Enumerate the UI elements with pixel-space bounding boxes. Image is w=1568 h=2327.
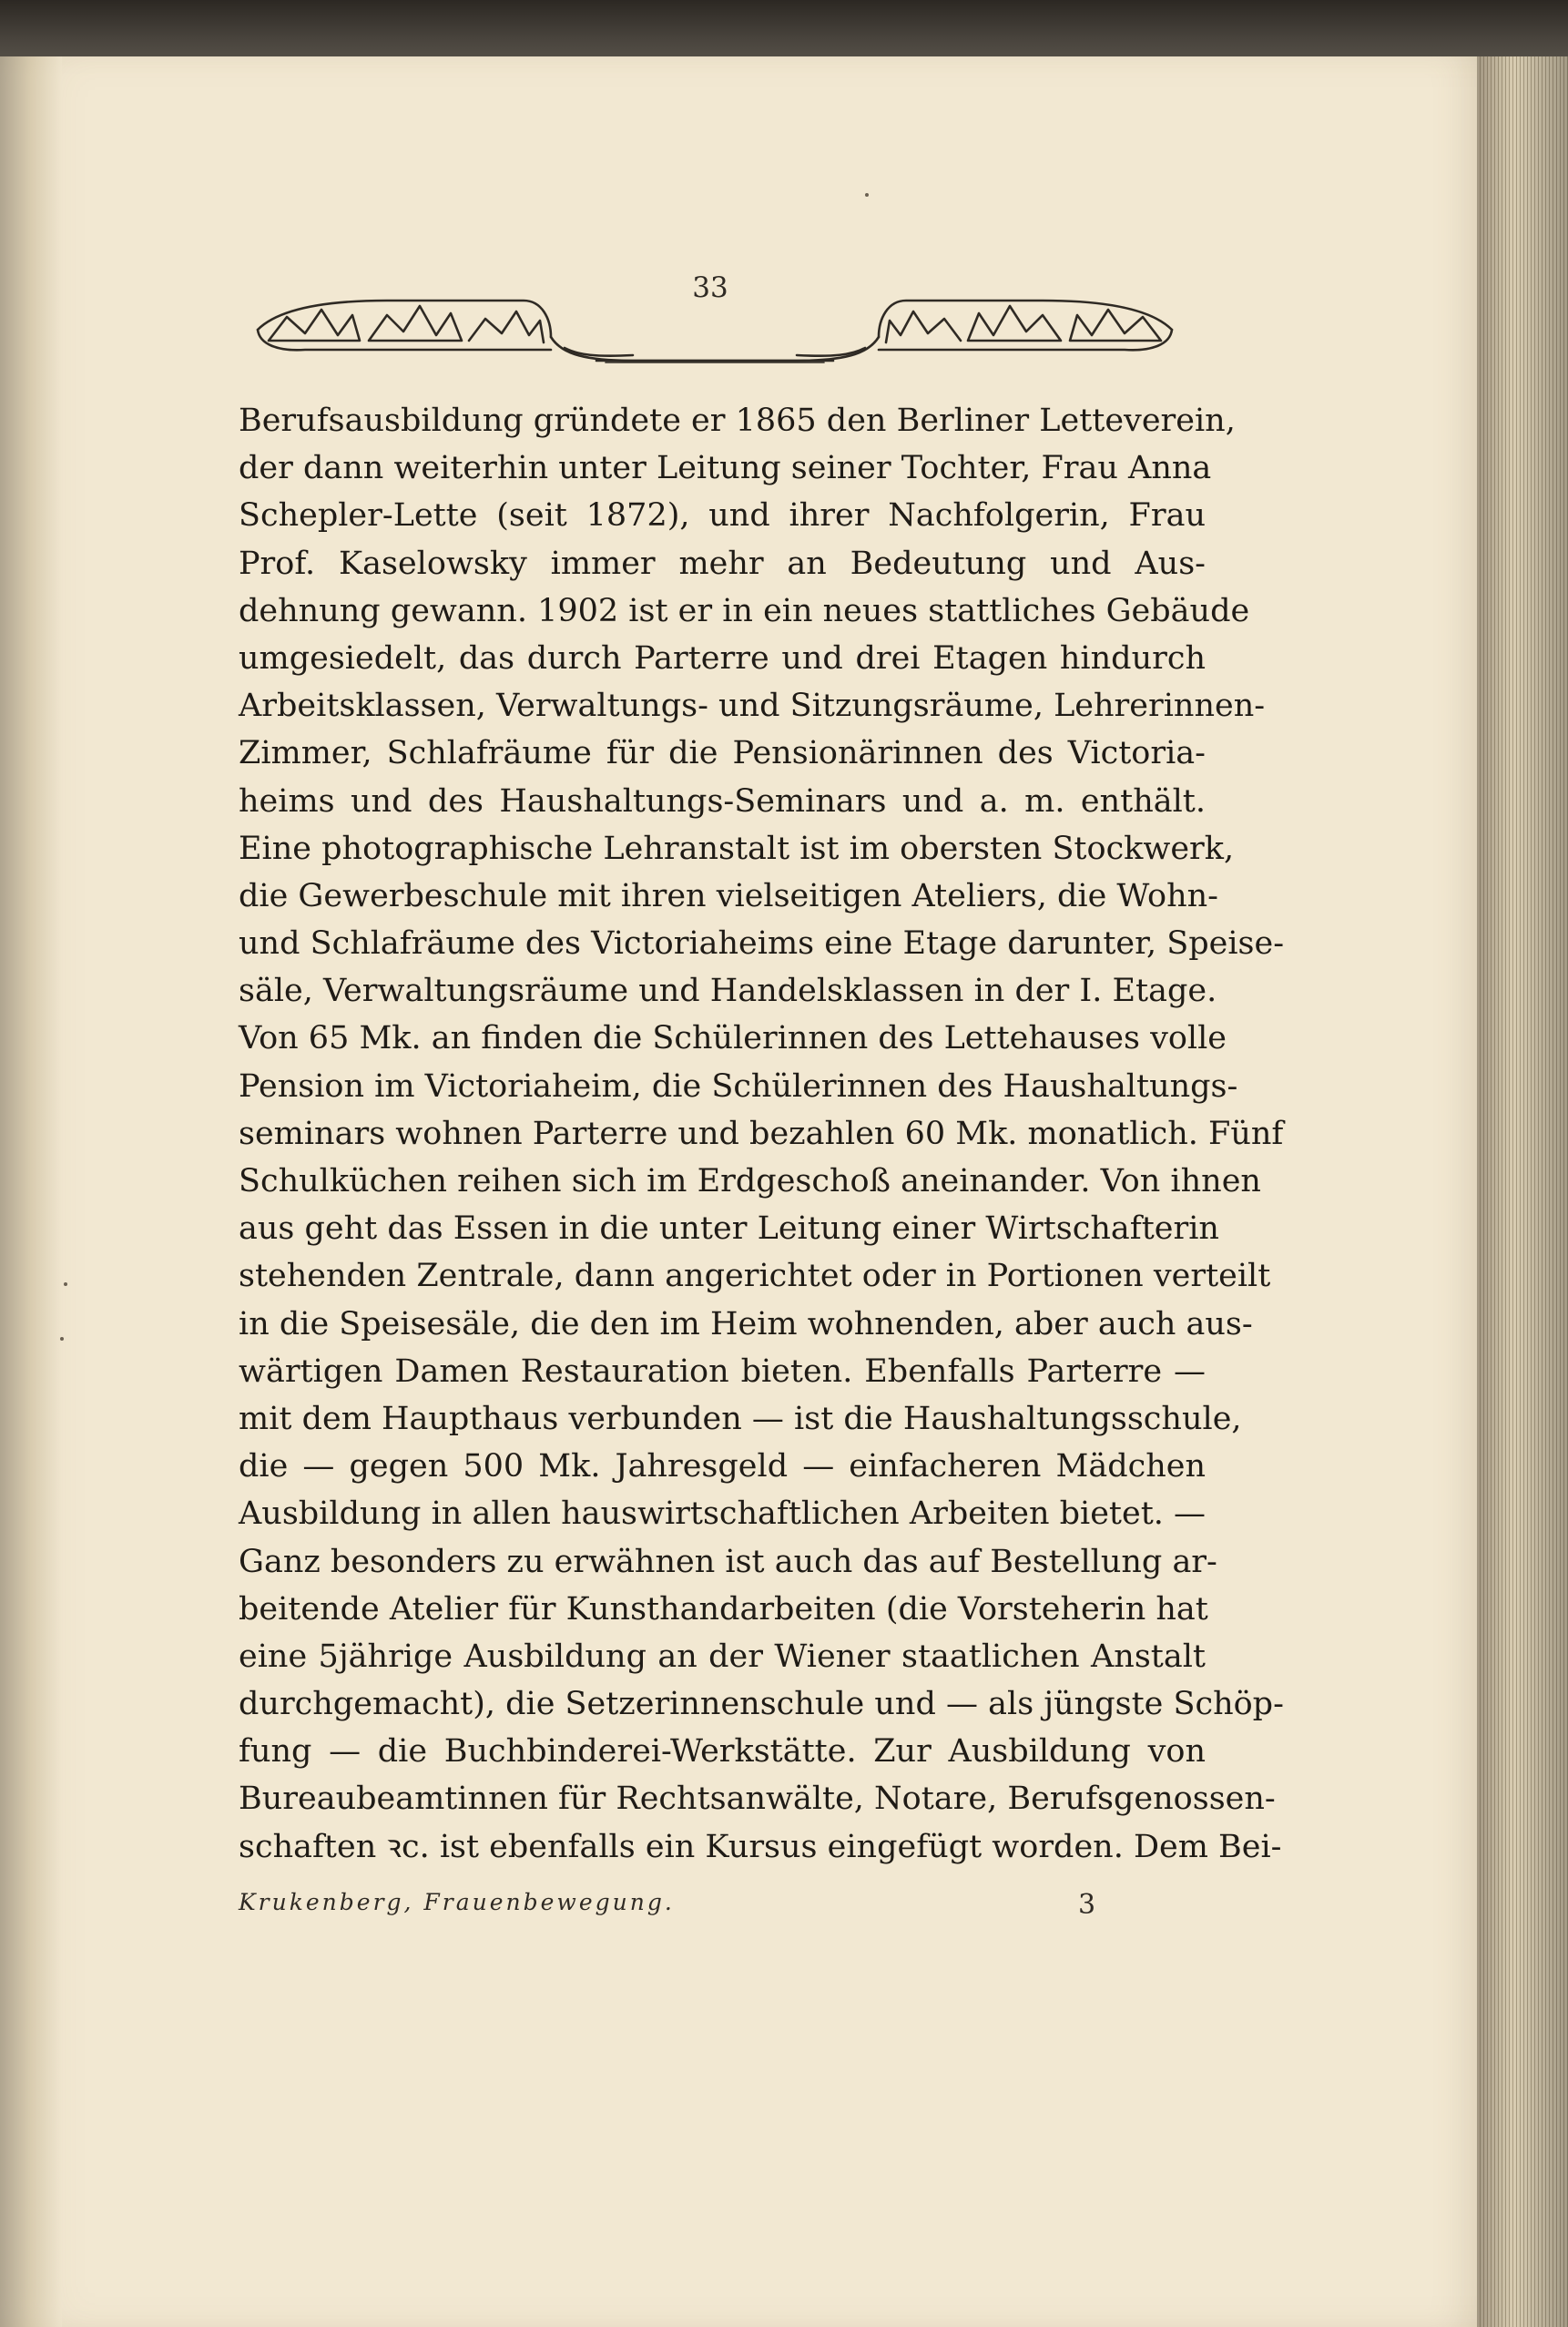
text-line: mit dem Haupthaus verbunden — ist die Haushaltungsschule, xyxy=(239,1400,1242,1437)
text-line: und Schlafräume des Victoriaheims eine Etage darunter, Speise- xyxy=(239,925,1285,963)
text-line: Ausbildung in allen hauswirtschaftlichen Arbeiten bietet. — xyxy=(239,1495,1207,1533)
text-line: wärtigen Damen Restauration bieten. Ebenfalls Parterre — xyxy=(239,1352,1206,1390)
text-line: Schepler-Lette (seit 1872), und ihrer Nachfolgerin, Frau xyxy=(239,497,1206,535)
text-line: die — gegen 500 Mk. Jahresgeld — einfacheren Mädchen xyxy=(239,1448,1206,1485)
body-text xyxy=(239,397,1285,1871)
text-line: Eine photographische Lehranstalt ist im obersten Stockwerk, xyxy=(239,830,1235,867)
text-line: aus geht das Essen in die unter Leitung einer Wirtschafterin xyxy=(239,1210,1219,1248)
text-line: umgesiedelt, das durch Parterre und drei Etagen hindurch xyxy=(239,639,1206,677)
text-line: seminars wohnen Parterre und bezahlen 60 Mk. monatlich. Fünf xyxy=(239,1115,1284,1152)
text-line: Pension im Victoriaheim, die Schülerinnen des Haushaltungs- xyxy=(239,1067,1238,1105)
text-line: Ganz besonders zu erwähnen ist auch das auf Bestellung ar- xyxy=(239,1543,1217,1580)
paper-speck xyxy=(865,193,869,197)
page-stack-shade xyxy=(1477,56,1568,2327)
text-line: beitende Atelier für Kunsthandarbeiten (die Vorsteherin hat xyxy=(239,1590,1208,1628)
text-line: der dann weiterhin unter Leitung seiner Tochter, Frau Anna xyxy=(239,450,1212,487)
text-line: Zimmer, Schlafräume für die Pensionärinnen des Victoria- xyxy=(239,735,1206,772)
text-line: heims und des Haushaltungs-Seminars und a. m. enthält. xyxy=(239,782,1206,820)
text-line: Von 65 Mk. an finden die Schülerinnen des Lettehauses volle xyxy=(239,1020,1227,1057)
text-line: Arbeitsklassen, Verwaltungs- und Sitzungsräume, Lehrerinnen- xyxy=(239,688,1266,725)
text-line: Bureaubeamtinnen für Rechtsanwälte, Notare, Berufsgenossen- xyxy=(239,1781,1276,1818)
paper-speck xyxy=(60,1337,64,1341)
text-line: dehnung gewann. 1902 ist er in ein neues stattliches Gebäude xyxy=(239,592,1250,629)
text-line: Schulküchen reihen sich im Erdgeschoß aneinander. Von ihnen xyxy=(239,1163,1261,1199)
text-line: säle, Verwaltungsräume und Handelsklassen in der I. Etage. xyxy=(239,973,1217,1010)
text-line: in die Speisesäle, die den im Heim wohnenden, aber auch aus- xyxy=(239,1305,1253,1342)
text-line: eine 5jährige Ausbildung an der Wiener staatlichen Anstalt xyxy=(239,1638,1206,1675)
text-line: Prof. Kaselowsky immer mehr an Bedeutung und Aus- xyxy=(239,545,1206,582)
page-number: 33 xyxy=(692,271,728,304)
paper-speck xyxy=(64,1282,67,1286)
text-line: fung — die Buchbinderei-Werkstätte. Zur Ausbildung von xyxy=(239,1733,1206,1771)
text-line: durchgemacht), die Setzerinnenschule und — als jüngste Schöp- xyxy=(239,1686,1284,1723)
printer-signature: Krukenberg, Frauenbewegung. xyxy=(239,1889,675,1915)
signature-mark: 3 xyxy=(1078,1889,1096,1921)
page-footer xyxy=(239,1889,1149,1925)
text-line: die Gewerbeschule mit ihren vielseitigen Ateliers, die Wohn- xyxy=(239,877,1219,914)
text-line: schaften ꝛc. ist ebenfalls ein Kursus eingefügt worden. Dem Bei- xyxy=(239,1828,1282,1865)
page-gutter-shadow xyxy=(0,56,62,2327)
text-line: stehenden Zentrale, dann angerichtet oder in Portionen verteilt xyxy=(239,1258,1271,1295)
text-line: Berufsausbildung gründete er 1865 den Berliner Letteverein, xyxy=(239,403,1236,439)
